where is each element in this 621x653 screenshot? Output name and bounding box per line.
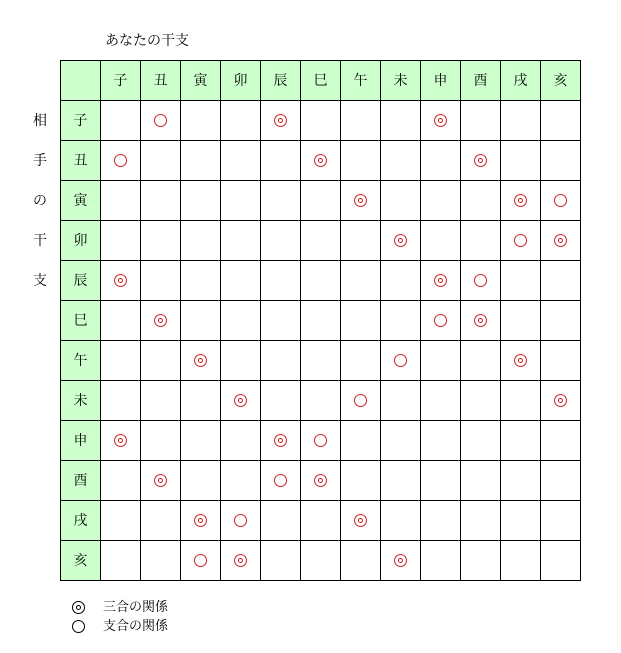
circle-icon	[234, 514, 247, 527]
table-cell	[501, 541, 541, 581]
table-cell	[101, 461, 141, 501]
table-cell	[381, 461, 421, 501]
column-header: 辰	[261, 61, 301, 101]
table-cell	[381, 501, 421, 541]
table-cell	[141, 101, 181, 141]
table-cell	[421, 141, 461, 181]
table-row	[61, 381, 581, 421]
double-circle-icon	[474, 154, 487, 167]
table-cell	[541, 301, 581, 341]
column-header: 未	[381, 61, 421, 101]
table-cell	[181, 461, 221, 501]
table-cell	[461, 261, 501, 301]
table-cell	[181, 421, 221, 461]
table-cell	[341, 181, 381, 221]
table-cell	[141, 341, 181, 381]
table-cell	[221, 301, 261, 341]
circle-icon	[274, 474, 287, 487]
table-cell	[301, 381, 341, 421]
double-circle-icon	[154, 474, 167, 487]
legend-single-label: 支合の関係	[103, 619, 169, 634]
table-cell	[181, 341, 221, 381]
table-cell	[421, 181, 461, 221]
double-circle-icon	[554, 394, 567, 407]
double-circle-icon	[354, 194, 367, 207]
circle-icon	[354, 394, 367, 407]
table-cell	[461, 541, 501, 581]
table-cell	[541, 141, 581, 181]
table-cell	[141, 541, 181, 581]
table-cell	[141, 381, 181, 421]
table-cell	[421, 541, 461, 581]
table-cell	[221, 221, 261, 261]
side-label-char: の	[33, 193, 47, 209]
table-cell	[381, 301, 421, 341]
table-cell	[381, 421, 421, 461]
table-cell	[461, 221, 501, 261]
table-cell	[221, 101, 261, 141]
table-cell	[421, 461, 461, 501]
table-cell	[261, 341, 301, 381]
column-header: 巳	[301, 61, 341, 101]
table-row	[61, 261, 581, 301]
circle-icon	[72, 620, 85, 633]
column-header: 申	[421, 61, 461, 101]
table-cell	[101, 261, 141, 301]
row-header: 丑	[61, 141, 101, 181]
column-header: 子	[101, 61, 141, 101]
double-circle-icon	[514, 194, 527, 207]
table-cell	[301, 221, 341, 261]
table-cell	[421, 301, 461, 341]
table-cell	[341, 341, 381, 381]
table-cell	[541, 261, 581, 301]
table-cell	[501, 421, 541, 461]
row-header: 巳	[61, 301, 101, 341]
double-circle-icon	[234, 394, 247, 407]
table-cell	[181, 541, 221, 581]
table-cell	[141, 301, 181, 341]
corner-cell	[61, 61, 101, 101]
table-cell	[221, 261, 261, 301]
table-cell	[501, 221, 541, 261]
table-cell	[101, 101, 141, 141]
table-row	[61, 181, 581, 221]
header-row	[61, 61, 581, 101]
table-cell	[261, 421, 301, 461]
table-cell	[261, 261, 301, 301]
table-cell	[301, 301, 341, 341]
row-header: 辰	[61, 261, 101, 301]
table-cell	[261, 541, 301, 581]
table-cell	[101, 421, 141, 461]
table-cell	[181, 301, 221, 341]
circle-icon	[394, 354, 407, 367]
table-cell	[341, 421, 381, 461]
table-cell	[301, 341, 341, 381]
table-cell	[261, 141, 301, 181]
table-cell	[341, 381, 381, 421]
double-circle-icon	[314, 154, 327, 167]
table-cell	[421, 261, 461, 301]
legend-single	[72, 619, 168, 635]
column-header: 卯	[221, 61, 261, 101]
table-cell	[141, 141, 181, 181]
table-cell	[541, 461, 581, 501]
table-cell	[461, 301, 501, 341]
table-cell	[221, 341, 261, 381]
circle-icon	[154, 114, 167, 127]
double-circle-icon	[434, 274, 447, 287]
table-cell	[381, 261, 421, 301]
table-cell	[141, 221, 181, 261]
table-cell	[221, 141, 261, 181]
table-cell	[341, 101, 381, 141]
table-cell	[261, 301, 301, 341]
double-circle-icon	[234, 554, 247, 567]
double-circle-icon	[114, 274, 127, 287]
table-row	[61, 341, 581, 381]
double-circle-icon	[154, 314, 167, 327]
row-header: 子	[61, 101, 101, 141]
double-circle-icon	[394, 234, 407, 247]
table-cell	[301, 461, 341, 501]
compatibility-table	[60, 60, 581, 581]
table-cell	[181, 261, 221, 301]
double-circle-icon	[114, 434, 127, 447]
double-circle-icon	[394, 554, 407, 567]
circle-icon	[554, 194, 567, 207]
table-cell	[221, 421, 261, 461]
table-cell	[461, 501, 501, 541]
table-cell	[101, 541, 141, 581]
legend-double	[72, 600, 168, 616]
table-cell	[501, 461, 541, 501]
circle-icon	[114, 154, 127, 167]
table-cell	[381, 101, 421, 141]
side-label-char: 相	[33, 113, 47, 129]
table-cell	[181, 141, 221, 181]
table-cell	[501, 381, 541, 421]
side-label-char: 干	[33, 233, 47, 249]
table-cell	[181, 101, 221, 141]
table-cell	[541, 101, 581, 141]
table-cell	[101, 141, 141, 181]
table-cell	[501, 101, 541, 141]
column-header: 戌	[501, 61, 541, 101]
table-cell	[421, 421, 461, 461]
row-header: 亥	[61, 541, 101, 581]
table-cell	[341, 501, 381, 541]
table-row	[61, 301, 581, 341]
table-cell	[141, 261, 181, 301]
side-label-char: 支	[33, 273, 47, 289]
table-cell	[101, 181, 141, 221]
table-cell	[421, 341, 461, 381]
table-cell	[301, 261, 341, 301]
table-cell	[461, 381, 501, 421]
table-cell	[501, 141, 541, 181]
table-cell	[501, 341, 541, 381]
table-cell	[541, 501, 581, 541]
table-cell	[181, 221, 221, 261]
table-cell	[381, 181, 421, 221]
table-cell	[381, 341, 421, 381]
table-cell	[421, 221, 461, 261]
legend-double-label: 三合の関係	[103, 600, 169, 615]
table-cell	[341, 141, 381, 181]
table-cell	[341, 461, 381, 501]
table-cell	[461, 341, 501, 381]
table-cell	[381, 541, 421, 581]
table-cell	[501, 301, 541, 341]
row-header: 戌	[61, 501, 101, 541]
table-cell	[101, 501, 141, 541]
table-cell	[301, 501, 341, 541]
double-circle-icon	[474, 314, 487, 327]
table-cell	[181, 501, 221, 541]
row-header: 申	[61, 421, 101, 461]
circle-icon	[434, 314, 447, 327]
column-header: 午	[341, 61, 381, 101]
circle-icon	[314, 434, 327, 447]
table-cell	[461, 141, 501, 181]
double-circle-icon	[72, 601, 85, 614]
circle-icon	[514, 234, 527, 247]
table-cell	[501, 501, 541, 541]
table-cell	[501, 261, 541, 301]
table-row	[61, 101, 581, 141]
table-cell	[541, 221, 581, 261]
table-cell	[341, 541, 381, 581]
table-row	[61, 221, 581, 261]
table-cell	[221, 381, 261, 421]
table-cell	[381, 381, 421, 421]
table-cell	[181, 381, 221, 421]
table-cell	[261, 101, 301, 141]
table-cell	[341, 301, 381, 341]
table-cell	[301, 141, 341, 181]
table-row	[61, 141, 581, 181]
table-cell	[301, 421, 341, 461]
row-header: 酉	[61, 461, 101, 501]
double-circle-icon	[314, 474, 327, 487]
table-cell	[141, 461, 181, 501]
column-header: 酉	[461, 61, 501, 101]
double-circle-icon	[194, 514, 207, 527]
table-cell	[541, 541, 581, 581]
table-cell	[541, 421, 581, 461]
column-header: 寅	[181, 61, 221, 101]
double-circle-icon	[274, 114, 287, 127]
table-cell	[301, 541, 341, 581]
table-cell	[541, 341, 581, 381]
table-row	[61, 421, 581, 461]
table-cell	[381, 141, 421, 181]
table-cell	[221, 181, 261, 221]
row-header: 寅	[61, 181, 101, 221]
table-cell	[341, 221, 381, 261]
double-circle-icon	[514, 354, 527, 367]
table-cell	[141, 421, 181, 461]
circle-icon	[474, 274, 487, 287]
table-cell	[101, 301, 141, 341]
table-cell	[461, 461, 501, 501]
table-cell	[501, 181, 541, 221]
table-cell	[101, 381, 141, 421]
table-cell	[541, 181, 581, 221]
table-cell	[101, 221, 141, 261]
table-cell	[141, 501, 181, 541]
table-cell	[261, 381, 301, 421]
table-cell	[261, 501, 301, 541]
chart-title: あなたの干支	[105, 33, 189, 49]
table-cell	[421, 381, 461, 421]
table-cell	[461, 421, 501, 461]
table-cell	[421, 101, 461, 141]
table-row	[61, 541, 581, 581]
row-header: 未	[61, 381, 101, 421]
table-cell	[341, 261, 381, 301]
table-cell	[301, 181, 341, 221]
table-cell	[301, 101, 341, 141]
row-header: 卯	[61, 221, 101, 261]
table-cell	[461, 101, 501, 141]
double-circle-icon	[194, 354, 207, 367]
table-cell	[541, 381, 581, 421]
table-cell	[421, 501, 461, 541]
table-cell	[261, 221, 301, 261]
side-label-char: 手	[33, 153, 47, 169]
table-row	[61, 461, 581, 501]
table-cell	[221, 501, 261, 541]
table-cell	[261, 461, 301, 501]
table-cell	[141, 181, 181, 221]
double-circle-icon	[274, 434, 287, 447]
double-circle-icon	[434, 114, 447, 127]
table-cell	[461, 181, 501, 221]
double-circle-icon	[554, 234, 567, 247]
table-row	[61, 501, 581, 541]
table-cell	[261, 181, 301, 221]
table-cell	[381, 221, 421, 261]
row-header: 午	[61, 341, 101, 381]
column-header: 亥	[541, 61, 581, 101]
table-cell	[221, 461, 261, 501]
table-cell	[101, 341, 141, 381]
double-circle-icon	[354, 514, 367, 527]
column-header: 丑	[141, 61, 181, 101]
circle-icon	[194, 554, 207, 567]
table-cell	[181, 181, 221, 221]
table-cell	[221, 541, 261, 581]
